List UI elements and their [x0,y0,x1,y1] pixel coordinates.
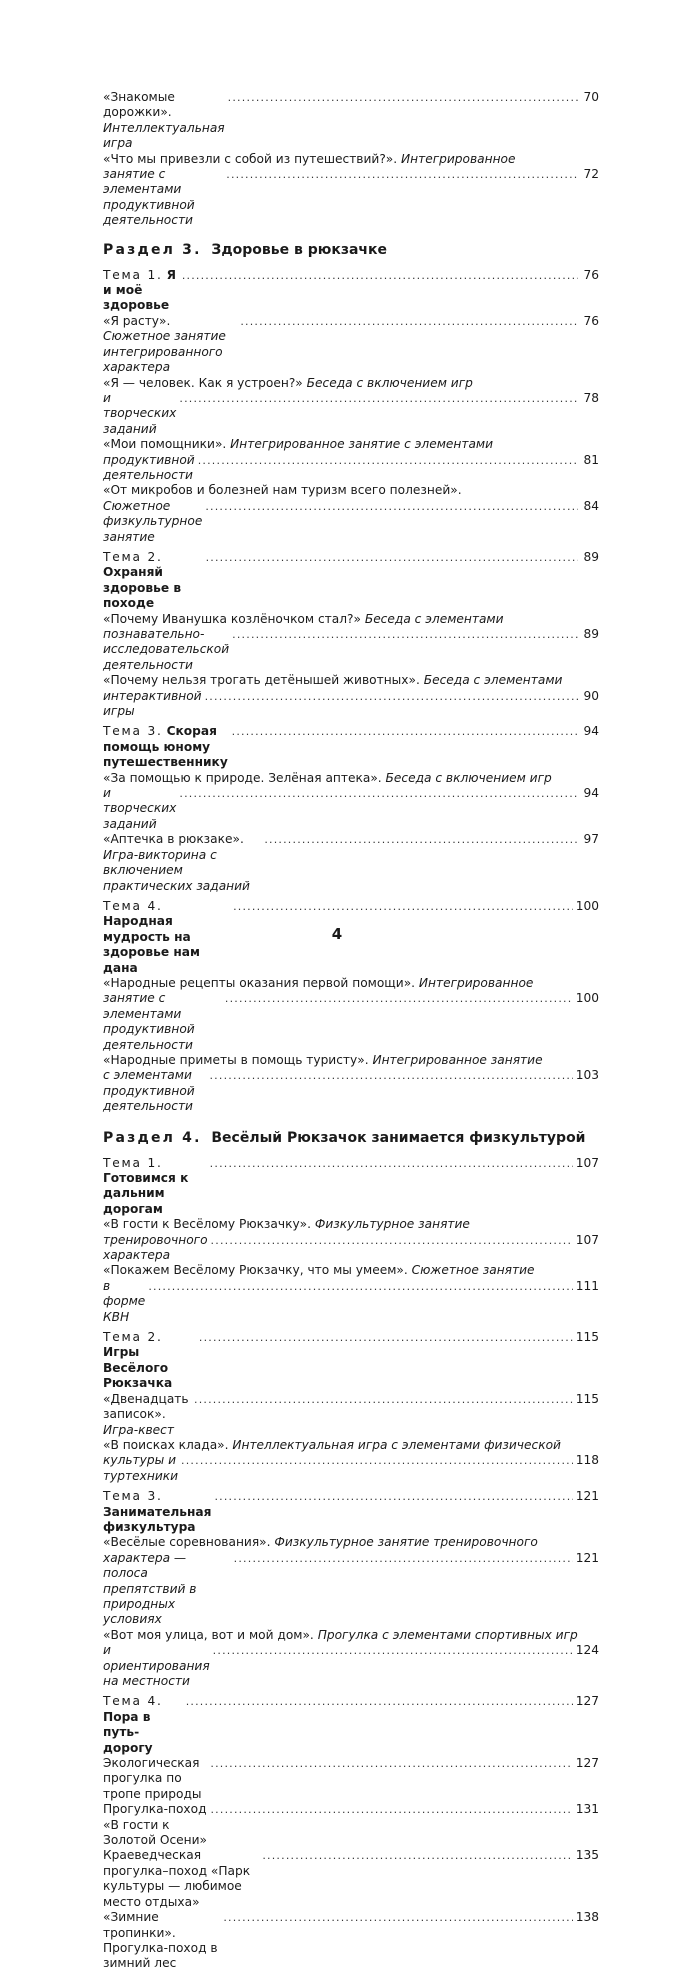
dot-leader [186,1694,573,1709]
entry-type: Беседа с элементами [364,611,504,626]
dot-leader [225,991,573,1006]
page-number: 100 [575,991,599,1006]
topic-block [103,550,599,719]
toc-entry[interactable] [103,786,599,832]
dot-leader [233,899,573,914]
topic-title: Я и моё здоровье [103,267,176,313]
page-number: 131 [575,1802,599,1817]
topic-block [103,1489,599,1689]
topic-text [103,268,179,314]
entry-type: Игра-викторина с включением практических заданий [103,847,250,893]
entry-title: «Народные рецепты оказания первой помощи». [103,975,419,990]
topic-title: Занимательная физкультура [103,1504,212,1534]
toc-entry[interactable] [103,314,599,376]
entry-text [103,1392,191,1438]
dot-leader [228,90,578,105]
dot-leader [199,1330,573,1345]
toc-entry-line [103,1438,599,1453]
topic-title: Народная мудрость на здоровье нам дана [103,914,200,975]
topic-label: Тема 1. [103,1155,163,1170]
entry-title: «Почему Иванушка козлёночком стал?» [103,611,365,626]
page-number: 97 [583,832,599,847]
topic-label: Тема 2. [103,549,163,564]
toc-entry-line [103,771,599,786]
toc-entry[interactable] [103,991,599,1053]
topic-title: Охраняй здоровье в походе [103,565,182,611]
entry-type: в форме КВН [103,1278,146,1324]
dot-leader [179,391,578,406]
entry-title: «Что мы привезли с собой из путешествий?». [103,151,402,166]
page-number: 127 [575,1756,599,1771]
topic-block [103,268,599,545]
page-number: 94 [583,724,599,739]
page-number: 100 [575,898,599,913]
page-number: 76 [583,313,599,328]
entry-type: занятие с элементами продуктивной деятельности [103,991,195,1052]
entry-text [103,689,202,720]
toc-entry[interactable] [103,391,599,437]
dot-leader [182,268,578,283]
entry-title: «Народные приметы в помощь туристу». [103,1052,373,1067]
topic-heading[interactable] [103,550,599,612]
dot-leader [206,550,578,565]
toc-entry-line [103,1628,599,1643]
entry-text [103,627,229,673]
toc-entry-line [103,1053,599,1068]
entry-title: «Вот моя улица, вот и мой дом». [103,1627,318,1642]
entry-type: Сюжетное занятие интегрированного характера [103,329,226,375]
entry-title: «Мои помощники». [103,437,231,452]
topic-text [103,724,229,770]
page-number: 118 [575,1453,599,1468]
page-number: 115 [575,1330,599,1345]
topic-text [103,1156,207,1218]
entry-title: «Двенадцать записок». [103,1391,189,1422]
page-number: 84 [583,498,599,513]
entry-title: Экологическая прогулка по тропе природы [103,1756,202,1801]
entry-type: Игра-квест [103,1422,174,1437]
entry-type: Беседа с элементами [423,673,563,688]
dot-leader [179,786,578,801]
toc-entry[interactable] [103,167,599,229]
topic-title: Пора в путь-дорогу [103,1709,153,1755]
page-number: 107 [575,1155,599,1170]
toc-entry[interactable] [103,689,599,720]
entry-text [103,832,261,894]
toc-entry[interactable] [103,1233,599,1264]
entry-type: Интеллектуальная игра с элементами физической [232,1437,561,1452]
entry-text [103,1233,208,1264]
entry-title: «Покажем Весёлому Рюкзачку, что мы умеем». [103,1263,412,1278]
dot-leader [232,724,578,739]
entry-type: характера — полоса препятствий в природных условиях [103,1550,197,1627]
entry-type: Интегрированное занятие с элементами [230,437,494,452]
entry-title: «Зимние тропинки». Прогулка-поход в зимний лес [103,1910,218,1971]
entry-title: «От микробов и болезней нам туризм всего полезней». [103,483,462,498]
entry-text [103,1802,207,1848]
page-number: 121 [575,1489,599,1504]
topic-text [103,1694,183,1756]
section-title: Весёлый Рюкзачок занимается физкультурой [211,1129,586,1146]
toc-entry[interactable] [103,627,599,673]
entry-title: «За помощью к природе. Зелёная аптека». [103,770,386,785]
toc-entry[interactable] [103,1643,599,1689]
entry-type: и ориентирования на местности [103,1643,210,1688]
entry-type: познавательно-исследовательской деятельности [103,627,230,672]
toc-entry[interactable] [103,1802,599,1848]
toc-entry-line [103,1535,599,1550]
topic-title: Готовимся к дальним дорогам [103,1171,189,1216]
page-number: 90 [583,688,599,703]
page-number: 89 [583,627,599,641]
dot-leader [240,314,578,329]
toc-entry-line [103,376,599,391]
dot-leader [210,1802,572,1817]
entry-title: «Знакомые дорожки». [103,90,175,120]
entry-type: Сюжетное физкультурное занятие [103,498,203,544]
page-number: 107 [575,1232,599,1247]
table-of-contents [103,90,599,1977]
dot-leader [234,1551,573,1566]
entry-text [103,314,237,376]
dot-leader [198,453,578,468]
entry-type: занятие с элементами продуктивной деятельности [103,167,195,228]
toc-entry[interactable] [103,1279,599,1325]
entry-text [103,1643,210,1689]
section-label: Раздел 4. [103,1129,202,1146]
page-number: 111 [575,1278,599,1293]
topic-heading[interactable] [103,1156,599,1218]
section-3-topics [103,268,599,1115]
entry-type: Сюжетное занятие [411,1263,535,1278]
page-number: 72 [583,167,599,182]
page-number: 135 [575,1848,599,1863]
dot-leader [205,689,578,704]
entry-title: «Почему нельзя трогать детёнышей животных». [103,673,424,688]
entry-title: «Аптечка в рюкзаке». [103,832,244,847]
entry-title: Прогулка-поход «В гости к Золотой Осени» [103,1802,208,1848]
dot-leader [209,1068,572,1083]
entry-text [103,1756,207,1802]
dot-leader [262,1848,572,1863]
toc-entry-line [103,483,599,498]
page-number: 124 [575,1643,599,1658]
entry-type: Интеллектуальная игра [103,120,225,151]
entry-text [103,453,195,484]
entry-title: Краеведческая прогулка–поход «Парк культуры — любимое место отдыха» [103,1848,251,1909]
dot-leader [223,1910,572,1925]
page-number: 81 [583,452,599,467]
entry-type: Физкультурное занятие тренировочного [274,1535,538,1550]
topic-block [103,1694,599,1971]
topic-title: Игры Весёлого Рюкзачка [103,1345,173,1391]
entry-text [103,391,176,437]
entry-type: продуктивной деятельности [103,452,195,482]
topic-block [103,724,599,893]
intro-block [103,90,599,229]
entry-type: тренировочного характера [103,1232,208,1263]
toc-entry[interactable] [103,1756,599,1802]
dot-leader [205,499,578,514]
toc-entry-line [103,1217,599,1232]
page-number: 76 [583,267,599,282]
dot-leader [181,1453,573,1468]
entry-type: культуры и туртехники [103,1453,179,1483]
topic-label: Тема 2. [103,1330,163,1345]
entry-text [103,1453,178,1484]
topic-label: Тема 4. [103,898,163,913]
entry-type: Беседа с включением игр [385,770,552,785]
topic-block [103,1156,599,1325]
dot-leader [210,1756,572,1771]
entry-title: «Я расту». [103,313,171,328]
topic-heading[interactable] [103,268,599,314]
dot-leader [148,1279,572,1294]
page-footer-number: 4 [331,925,343,943]
toc-entry[interactable] [103,1392,599,1438]
page-number: 78 [583,390,599,405]
topic-heading[interactable] [103,724,599,770]
topic-heading[interactable] [103,1489,599,1535]
entry-type: интерактивной игры [103,688,202,719]
topic-text [103,1489,211,1535]
dot-leader [226,167,578,182]
toc-entry[interactable] [103,499,599,545]
entry-title: «Весёлые соревнования». [103,1535,275,1550]
page-number: 115 [575,1391,599,1406]
section-heading [103,1129,599,1147]
toc-entry-line [103,1263,599,1278]
entry-type: с элементами продуктивной деятельности [103,1068,195,1114]
toc-entry[interactable] [103,1551,599,1628]
entry-text [103,1551,231,1628]
toc-entry-line [103,437,599,452]
entry-text [103,1068,206,1114]
entry-text [103,1279,145,1325]
toc-entry[interactable] [103,1848,599,1910]
entry-type: Интегрированное [401,151,516,166]
topic-title: Скорая помощь юному путешественнику [103,724,228,770]
toc-entry[interactable] [103,1068,599,1114]
entry-type: Прогулка с элементами спортивных игр [317,1627,578,1642]
page-number: 89 [583,549,599,564]
page-number: 121 [575,1550,599,1565]
section-label: Раздел 3. [103,241,202,258]
toc-entry[interactable] [103,90,599,152]
page-number: 138 [575,1910,599,1925]
entry-text [103,1848,259,1910]
entry-title: «Я — человек. Как я устроен?» [103,375,307,390]
section-heading [103,241,599,259]
dot-leader [211,1233,573,1248]
topic-block [103,1330,599,1484]
toc-entry-line [103,673,599,688]
toc-entry-line [103,976,599,991]
entry-type: и творческих заданий [103,786,177,831]
toc-entry[interactable] [103,453,599,484]
entry-title: «В поисках клада». [103,1437,233,1452]
toc-entry[interactable] [103,1910,599,1972]
topic-heading[interactable] [103,1694,599,1756]
entry-text [103,499,202,545]
section-4-topics [103,1156,599,1972]
topic-heading[interactable] [103,1330,599,1392]
toc-entry-line [103,612,599,627]
toc-entry[interactable] [103,832,599,894]
topic-text [103,550,203,612]
toc-entry[interactable] [103,1453,599,1484]
topic-text [103,1330,196,1392]
entry-type: Интегрированное занятие [372,1052,543,1067]
dot-leader [264,832,578,847]
dot-leader [214,1489,572,1504]
topic-label: Тема 3. [103,1489,163,1504]
entry-type: Физкультурное занятие [314,1217,470,1232]
page-number: 94 [583,786,599,801]
dot-leader [213,1643,573,1658]
entry-type: и творческих заданий [103,390,177,436]
topic-label: Тема 1. [103,267,163,282]
page-number: 127 [575,1694,599,1709]
entry-text [103,786,176,832]
entry-type: Интегрированное [418,975,534,990]
dot-leader [232,627,578,642]
section-title: Здоровье в рюкзачке [211,241,388,258]
topic-label: Тема 4. [103,1694,163,1709]
dot-leader [194,1392,573,1407]
toc-entry-line [103,152,599,167]
entry-title: «В гости к Весёлому Рюкзачку». [103,1217,315,1232]
entry-text [103,1910,220,1972]
entry-text [103,991,222,1053]
page-number: 70 [583,90,599,104]
dot-leader [210,1156,573,1171]
entry-type: Беседа с включением игр [306,375,473,390]
page-number: 103 [575,1068,599,1083]
topic-label: Тема 3. [103,724,163,739]
